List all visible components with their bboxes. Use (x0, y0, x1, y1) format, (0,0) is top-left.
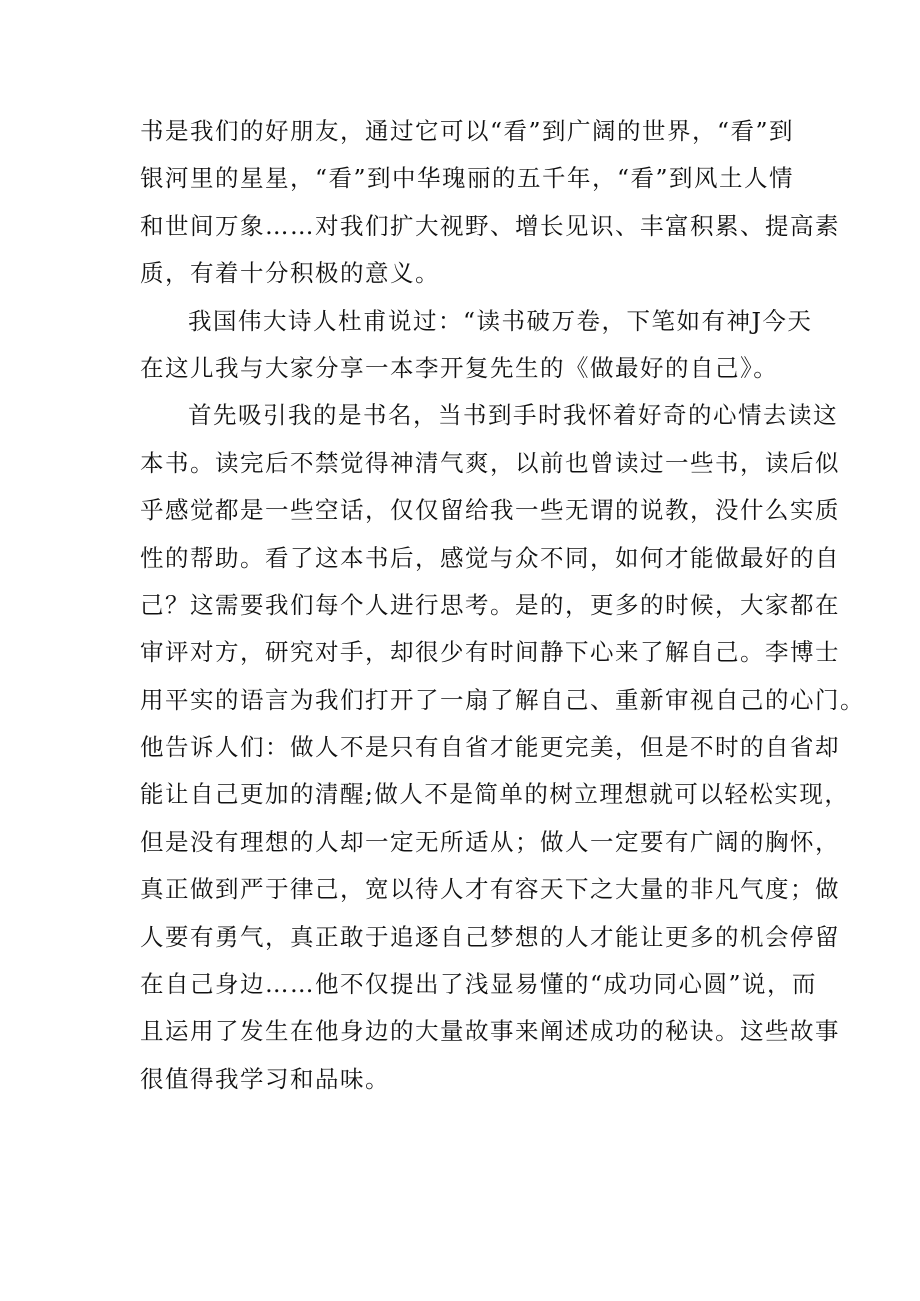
paragraph-3-line-1: 首先吸引我的是书名，当书到手时我怀着好奇的心情去读这 (188, 401, 838, 430)
paragraph-3-line-10: 但是没有理想的人却一定无所适从；做人一定要有广阔的胸怀， (140, 827, 840, 856)
paragraph-1-line-2: 银河里的星星，“看”到中华瑰丽的五千年，“看”到风土人情 (140, 164, 795, 193)
paragraph-3-line-3: 乎感觉都是一些空话，仅仅留给我一些无谓的说教，没什么实质 (140, 496, 840, 525)
paragraph-1-line-3: 和世间万象……对我们扩大视野、增长见识、丰富积累、提高素 (140, 211, 840, 240)
paragraph-1-line-1: 书是我们的好朋友，通过它可以“看”到广阔的世界，“看”到 (140, 117, 795, 145)
paragraph-3-line-12: 人要有勇气，真正敢于追逐自己梦想的人才能让更多的机会停留 (140, 922, 840, 951)
paragraph-3-line-9: 能让自己更加的清醒;做人不是简单的树立理想就可以轻松实现， (140, 780, 850, 809)
paragraph-1-line-4: 质，有着十分积极的意义。 (140, 259, 440, 288)
document-body (140, 108, 865, 1103)
paragraph-3-line-2: 本书。读完后不禁觉得神清气爽，以前也曾读过一些书，读后似 (140, 448, 840, 477)
paragraph-3-line-5: 己？这需要我们每个人进行思考。是的，更多的时候，大家都在 (140, 590, 840, 619)
paragraph-3-line-6: 审评对方，研究对手，却很少有时间静下心来了解自己。李博士 (140, 638, 840, 667)
paragraph-3-line-11: 真正做到严于律己，宽以待人才有容天下之大量的非凡气度；做 (140, 875, 840, 904)
paragraph-2-line-2: 在这儿我与大家分享一本李开复先生的《做最好的自己》。 (140, 353, 779, 382)
paragraph-3-line-4: 性的帮助。看了这本书后，感觉与众不同，如何才能做最好的自 (140, 543, 840, 572)
paragraph-3-line-8: 他告诉人们：做人不是只有自省才能更完美，但是不时的自省却 (140, 733, 840, 762)
paragraph-3-line-7: 用平实的语言为我们打开了一扇了解自己、重新审视自己的心门。 (140, 685, 865, 714)
paragraph-2-line-1: 我国伟大诗人杜甫说过：“读书破万卷，下笔如有神J今天 (188, 306, 813, 335)
paragraph-3-line-14: 且运用了发生在他身边的大量故事来阐述成功的秘诀。这些故事 (140, 1017, 840, 1046)
paragraph-3-line-13: 在自己身边……他不仅提出了浅显易懂的“成功同心圆”说，而 (140, 970, 818, 999)
paragraph-3-line-15: 很值得我学习和品味。 (140, 1064, 390, 1093)
